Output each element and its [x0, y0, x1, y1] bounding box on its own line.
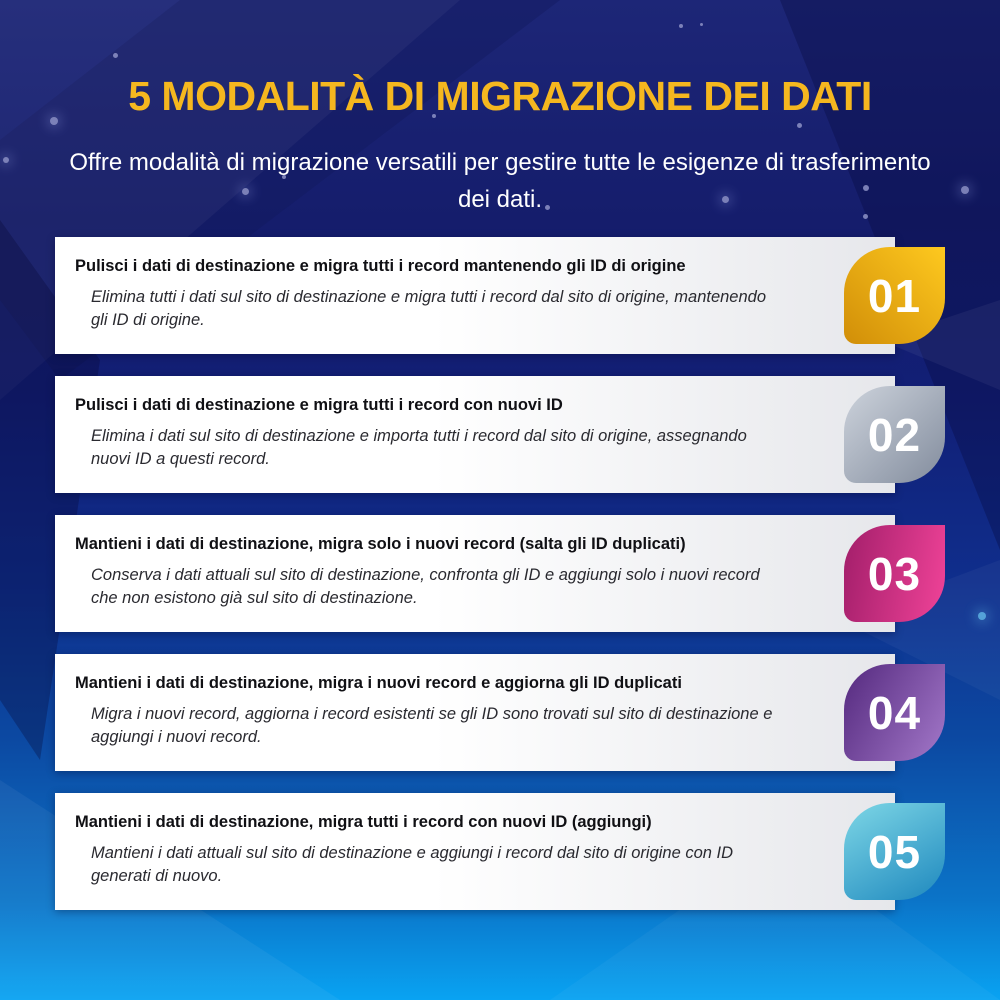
migration-mode-card-2 — [55, 376, 922, 493]
card-title: Mantieni i dati di destinazione, migra solo i nuovi record (salta gli ID duplicati) — [75, 535, 686, 553]
card-description: Elimina i dati sul sito di destinazione e importa tutti i record dal sito di origine, assegnando nuovi ID a questi record. — [91, 427, 747, 468]
number-badge — [844, 247, 945, 344]
badge-number: 01 — [867, 269, 922, 322]
badge-number: 04 — [867, 686, 922, 739]
particle-dot — [797, 123, 802, 128]
particle-dot — [3, 157, 9, 163]
card-description: Elimina tutti i dati sul sito di destinazione e migra tutti i record dal sito di origine, mantenendo gli ID di origine. — [91, 288, 767, 329]
number-badge — [844, 525, 945, 622]
particle-dot — [113, 53, 118, 58]
migration-mode-card-3 — [55, 515, 922, 632]
migration-mode-card-5 — [55, 793, 922, 910]
page-title: 5 MODALITÀ DI MIGRAZIONE DEI DATI — [128, 73, 872, 120]
badge-number: 02 — [867, 408, 922, 461]
migration-modes-list — [55, 237, 922, 932]
card-title: Mantieni i dati di destinazione, migra i nuovi record e aggiorna gli ID duplicati — [75, 674, 682, 692]
card-title: Mantieni i dati di destinazione, migra tutti i record con nuovi ID (aggiungi) — [75, 813, 652, 831]
card-description: Mantieni i dati attuali sul sito di destinazione e aggiungi i record dal sito di origine con ID generati di nuovo. — [91, 844, 734, 885]
badge-number: 03 — [867, 547, 922, 600]
card-title: Pulisci i dati di destinazione e migra tutti i record mantenendo gli ID di origine — [75, 257, 686, 275]
migration-mode-card-1 — [55, 237, 922, 354]
number-badge — [844, 664, 945, 761]
migration-mode-card-4 — [55, 654, 922, 771]
number-badge — [844, 386, 945, 483]
particle-dot — [961, 186, 969, 194]
particle-dot — [679, 24, 683, 28]
badge-number: 05 — [867, 825, 922, 878]
card-title: Pulisci i dati di destinazione e migra tutti i record con nuovi ID — [75, 396, 563, 414]
card-description: Conserva i dati attuali sul sito di destinazione, confronta gli ID e aggiungi solo i nuovi record che non esistono già sul sito di destinazione. — [91, 566, 760, 607]
card-description: Migra i nuovi record, aggiorna i record esistenti se gli ID sono trovati sul sito di destinazione e aggiungi i nuovi record. — [91, 705, 773, 746]
particle-dot — [700, 23, 703, 26]
page-subtitle: Offre modalità di migrazione versatili per gestire tutte le esigenze di trasferimento dei dati. — [69, 149, 931, 214]
number-badge — [844, 803, 945, 900]
particle-dot — [978, 612, 986, 620]
